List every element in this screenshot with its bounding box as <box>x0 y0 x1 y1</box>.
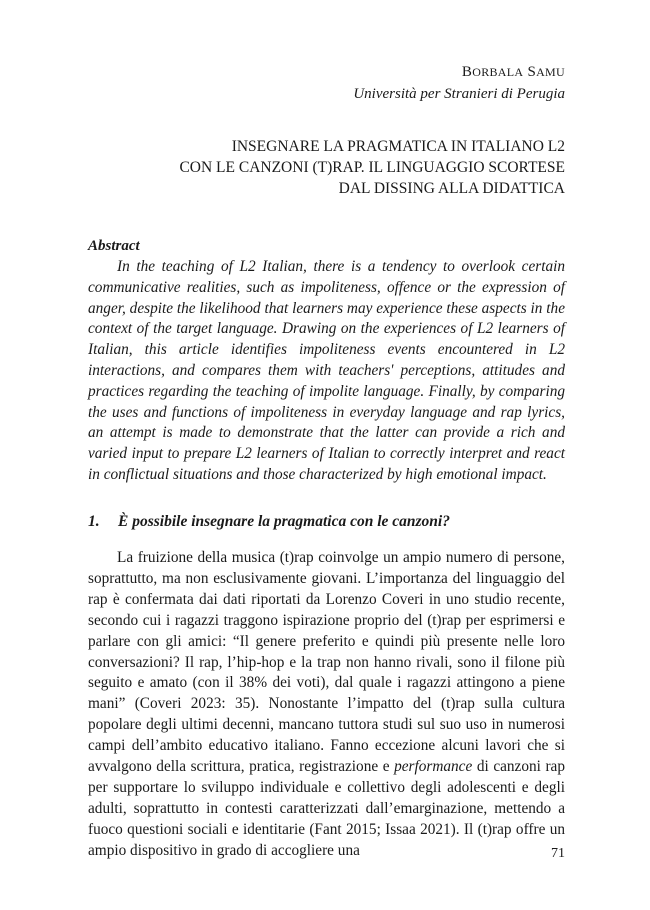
body-text-part: di canzoni rap per supportare lo sviluppo individuale e collettivo degli adolescenti e degli adulti, soprattutto in contesti caratterizzati dall’emarginazione, mettendo a fuoco questioni sociali e identitarie (Fant 2015; Issaa 2021). Il (t)rap offre un ampio dispositivo in grado di accogliere una <box>88 758 565 859</box>
title-line: DAL DISSING ALLA DIDATTICA <box>338 180 565 197</box>
section-heading <box>88 513 565 531</box>
page-number: 71 <box>551 846 565 861</box>
author-affiliation: Università per Stranieri di Perugia <box>353 86 565 102</box>
author-last-name-rest: AMU <box>536 65 565 79</box>
title-line: CON LE CANZONI (T)RAP. IL LINGUAGGIO SCORTESE <box>179 159 565 176</box>
author-first-name-rest: ORBALA <box>472 65 524 79</box>
body-text-part: La fruizione della musica (t)rap coinvolge un ampio numero di persone, soprattutto, ma non esclusivamente giovani. L’importanza del linguaggio del rap è confermata dai dati riportati da Lorenzo Coveri in uno studio recente, secondo cui i ragazzi traggono ispirazione proprio del (t)rap per esprimersi e parlare con gli amici: “Il genere preferito e quindi più presente nelle loro conversazioni? Il rap, l’hip-hop e la trap non hanno rivali, sono il filone più seguito e amato (con il 38% dei voti), dal quale i ragazzi attingono a piene mani” (Coveri 2023: 35). Nonostante l’impatto del (t)rap sulla cultura popolare degli ultimi decenni, mancano tuttora studi sul suo uso in numerosi campi dell’ambito educativo italiano. Fanno eccezione alcuni lavori che si avvalgono della scrittura, pratica, registrazione e <box>88 549 565 776</box>
paper-page <box>88 0 565 910</box>
section-body-text <box>88 548 565 862</box>
title-line: INSEGNARE LA PRAGMATICA IN ITALIANO L2 <box>231 138 565 155</box>
paper-title <box>88 136 565 199</box>
author-initial: S <box>527 64 537 80</box>
section-number: 1. <box>88 513 100 530</box>
author-initial: B <box>461 64 473 80</box>
author-name <box>462 64 565 81</box>
abstract-heading: Abstract <box>88 238 140 254</box>
abstract-text: In the teaching of L2 Italian, there is a tendency to overlook certain communicative realities, such as impoliteness, offence or the expression of anger, despite the likelihood that learners may experience these aspects in the context of the target language. Drawing on the experiences of L2 learners of Italian, this article identifies impoliteness events encountered in L2 interactions, and compares them with teachers' perceptions, attitudes and practices regarding the teaching of impolite language. Finally, by comparing the uses and functions of impoliteness in everyday language and rap lyrics, an attempt is made to demonstrate that the latter can provide a rich and varied input to prepare L2 learners of Italian to correctly interpret and react in conflictual situations and those characterized by high emotional impact. <box>88 258 565 483</box>
body-text-italic: performance <box>394 758 473 776</box>
section-title: È possibile insegnare la pragmatica con le canzoni? <box>118 513 450 530</box>
